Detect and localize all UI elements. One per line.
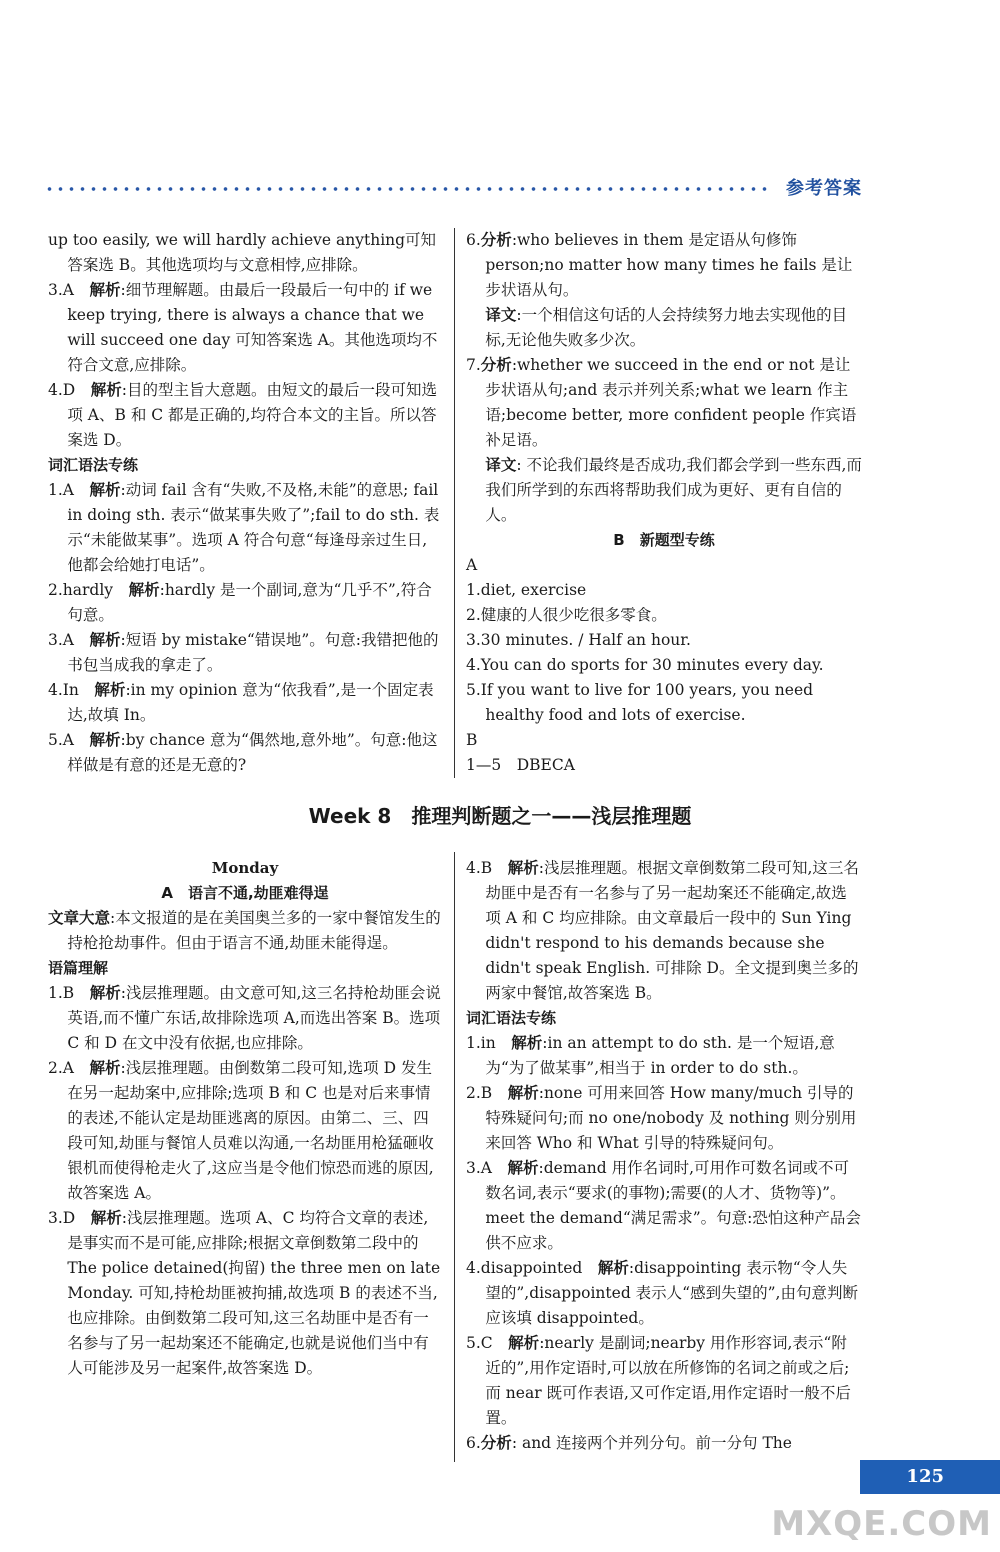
item-text: 健康的人很少吃很多零食。 — [480, 606, 667, 624]
day-heading: Monday — [211, 859, 279, 877]
dotted-rule — [44, 186, 772, 192]
item-text: :hardly 是一个副词,意为“几乎不”,符合句意。 — [67, 581, 432, 624]
item-number: 6. — [466, 1434, 481, 1452]
item-number: 4.D — [48, 381, 76, 399]
answer-item — [466, 1031, 862, 1081]
item-label: 解析 — [89, 631, 121, 649]
item-label: 解析 — [90, 381, 122, 399]
answer-line: A — [466, 556, 478, 574]
item-text: 30 minutes. / Half an hour. — [480, 631, 691, 649]
answer-item — [466, 353, 862, 453]
answer-item — [48, 278, 442, 378]
header-title: 参考答案 — [786, 178, 862, 199]
answer-item — [48, 378, 442, 453]
answer-item — [48, 678, 442, 728]
item-label: 解析 — [128, 581, 160, 599]
item-label: 解析 — [597, 1259, 629, 1277]
answer-item — [48, 578, 442, 628]
item-label: 解析 — [508, 1334, 540, 1352]
item-number: 4. — [466, 656, 481, 674]
answer-item — [48, 1206, 442, 1381]
answer-line: B — [466, 731, 478, 749]
item-label: 解析 — [94, 681, 126, 699]
item-text: :none 可用来回答 How many/much 引导的特殊疑问句;而 no one/nobody 及 nothing 则分别用来回答 Who 和 What 引导的特殊疑问句。 — [485, 1084, 857, 1152]
item-text: :目的型主旨大意题。由短文的最后一段可知选项 A、B 和 C 都是正确的,均符合本文的主旨。所以答案选 D。 — [67, 381, 437, 449]
item-text: :disappointing 表示物“令人失望的”,disappointed 表示人“感到失望的”,由句意判断应该填 disappointed。 — [485, 1259, 858, 1327]
answer-item — [466, 678, 862, 728]
item-number: 5.C — [466, 1334, 493, 1352]
subsection-heading: A 语言不通,劫匪难得逞 — [161, 884, 329, 902]
item-text: up too easily, we will hardly achieve anything可知答案选 B。其他选项均与文意相悖,应排除。 — [48, 231, 437, 274]
item-label: 解析 — [89, 984, 121, 1002]
item-number: 5. — [466, 681, 481, 699]
answer-item — [466, 578, 862, 603]
answer-item — [466, 856, 862, 1006]
item-label: 分析 — [480, 356, 512, 374]
answer-line: 1—5 DBECA — [466, 756, 575, 774]
item-label: 解析 — [89, 281, 121, 299]
item-number: 1.in — [466, 1034, 496, 1052]
item-text: :by chance 意为“偶然地,意外地”。句意:他这样做是有意的还是无意的? — [67, 731, 438, 774]
item-label: 解析 — [507, 1084, 539, 1102]
answer-item — [466, 453, 862, 528]
item-label: 分析 — [480, 231, 512, 249]
item-number: 2.B — [466, 1084, 493, 1102]
answer-item — [466, 228, 862, 303]
item-text: You can do sports for 30 minutes every day. — [480, 656, 824, 674]
answer-item — [48, 628, 442, 678]
subsection-heading: B 新题型专练 — [613, 531, 715, 549]
watermark: MXQE.COM — [771, 1504, 992, 1544]
item-label: 文章大意 — [48, 909, 111, 927]
answer-item — [48, 728, 442, 778]
answer-item — [466, 1256, 862, 1331]
item-text: :in my opinion 意为“依我看”,是一个固定表达,故填 In。 — [67, 681, 434, 724]
item-label: 分析 — [480, 1434, 512, 1452]
item-number: 3.A — [48, 281, 74, 299]
item-number: 1.B — [48, 984, 75, 1002]
item-text: :细节理解题。由最后一段最后一句中的 if we keep trying, there is always a chance that we will succeed one day 可知答案选 A。其他选项均不符合文意,应排除。 — [67, 281, 438, 374]
item-text: :who believes in them 是定语从句修饰 person;no matter how many times he fails 是让步状语从句。 — [485, 231, 853, 299]
item-text: :demand 用作名词时,可用作可数名词或不可数名词,表示“要求(的事物);需要(的人才、货物等)”。meet the demand“满足需求”。句意:恐怕这种产品会供不应求。 — [485, 1159, 861, 1252]
item-label: 解析 — [89, 731, 121, 749]
item-text: :短语 by mistake“错误地”。句意:我错把他的书包当成我的拿走了。 — [67, 631, 439, 674]
item-number: 2.A — [48, 1059, 74, 1077]
answer-item — [466, 653, 862, 678]
item-number: 3.A — [466, 1159, 492, 1177]
item-number: 4.B — [466, 859, 493, 877]
top-left-column — [48, 228, 442, 778]
item-label: 解析 — [89, 1059, 121, 1077]
section-heading: 词汇语法专练 — [466, 1009, 557, 1027]
item-number: 2. — [466, 606, 481, 624]
answer-item — [48, 478, 442, 578]
answer-item — [466, 628, 862, 653]
item-text: :动词 fail 含有“失败,不及格,未能”的意思; fail in doing sth. 表示“做某事失败了”;fail to do sth. 表示“未能做某事”。选项 A 符合句意“每逢母亲过生日,他都会给她打电话”。 — [67, 481, 440, 574]
answer-item — [466, 1081, 862, 1156]
item-label: 解析 — [507, 1159, 539, 1177]
item-number: 4.disappointed — [466, 1259, 583, 1277]
item-text: :本文报道的是在美国奥兰多的一家中餐馆发生的持枪抢劫事件。但由于语言不通,劫匪未能得逞。 — [67, 909, 441, 952]
item-text: :in an attempt to do sth. 是一个短语,意为“为了做某事”,相当于 in order to do sth.。 — [485, 1034, 835, 1077]
bottom-left-column — [48, 856, 442, 1381]
item-number: 3.A — [48, 631, 74, 649]
item-text: If you want to live for 100 years, you need healthy food and lots of exercise. — [480, 681, 814, 724]
top-right-column — [466, 228, 862, 778]
item-text: : and 连接两个并列分句。前一分句 The — [511, 1434, 792, 1452]
item-number: 1.A — [48, 481, 74, 499]
item-number: 3.D — [48, 1209, 76, 1227]
answer-item — [48, 1056, 442, 1206]
item-text: :whether we succeed in the end or not 是让步状语从句;and 表示并列关系;what we learn 作主语;become better, more confident people 作宾语补足语。 — [485, 356, 857, 449]
column-divider — [454, 228, 455, 778]
section-heading: 词汇语法专练 — [48, 456, 139, 474]
item-number: 7. — [466, 356, 481, 374]
item-number: 4.In — [48, 681, 79, 699]
item-text: :浅层推理题。由文意可知,这三名持枪劫匪会说英语,而不懂广东话,故排除选项 A,而选出答案 B。选项 C 和 D 在文中没有依据,也应排除。 — [67, 984, 441, 1052]
item-text: :浅层推理题。选项 A、C 均符合文章的表述,是事实而不是可能,应排除;根据文章倒数第二段中的 The police detained(拘留) the three men on late Monday. 可知,持枪劫匪被拘捕,故选项 B 的表述不当,也应排除。由倒数第二段可知,这三名劫匪中是否有一名参与了另一起劫案还不能确定,也就是说他们当中有人可能涉及另一起案件,故答案选 D。 — [67, 1209, 441, 1377]
answer-item — [466, 1331, 862, 1431]
item-number: 1. — [466, 581, 481, 599]
item-number: 6. — [466, 231, 481, 249]
item-text: :nearly 是副词;nearby 用作形容词,表示“附近的”,用作定语时,可以放在所修饰的名词之前或之后;而 near 既可作表语,又可作定语,用作定语时一般不后置。 — [485, 1334, 851, 1427]
bottom-right-column — [466, 856, 862, 1456]
item-text: :浅层推理题。由倒数第二段可知,选项 D 发生在另一起劫案中,应排除;选项 B 和 C 也是对后来事情的表述,不能认定是劫匪逃离的原因。由第二、三、四段可知,劫匪与餐馆人员难以沟通,一名劫匪用枪猛砸收银机而使得枪走火了,这应当是令他们惊恐而逃的原因,故答案选 A。 — [67, 1059, 434, 1202]
item-text: diet, exercise — [480, 581, 587, 599]
week-title: Week 8 推理判断题之一——浅层推理题 — [308, 804, 692, 828]
item-label: 解析 — [89, 481, 121, 499]
answer-item — [48, 228, 442, 278]
answer-item — [466, 603, 862, 628]
item-number: 5.A — [48, 731, 74, 749]
section-heading: 语篇理解 — [48, 959, 109, 977]
page-number: 125 — [906, 1466, 944, 1487]
item-label: 译文 — [485, 456, 517, 474]
column-divider — [454, 852, 455, 1462]
item-label: 译文 — [485, 306, 517, 324]
item-label: 解析 — [90, 1209, 122, 1227]
answer-item — [466, 1156, 862, 1256]
item-text: :浅层推理题。根据文章倒数第二段可知,这三名劫匪中是否有一名参与了另一起劫案还不能确定,故选项 A 和 C 均应排除。由文章最后一段中的 Sun Ying didn't respond to his demands because she didn't speak English. 可排除 D。全文提到奥兰多的两家中餐馆,故答案选 B。 — [485, 859, 859, 1002]
item-text: :一个相信这句话的人会持续努力地去实现他的目标,无论他失败多少次。 — [485, 306, 848, 349]
item-label: 解析 — [507, 859, 539, 877]
item-text: : 不论我们最终是否成功,我们都会学到一些东西,而我们所学到的东西将帮助我们成为更好、更有自信的人。 — [485, 456, 862, 524]
answer-item — [48, 981, 442, 1056]
answer-item — [48, 906, 442, 956]
item-number: 2.hardly — [48, 581, 114, 599]
answer-item — [466, 303, 862, 353]
item-label: 解析 — [511, 1034, 543, 1052]
item-number: 3. — [466, 631, 481, 649]
answer-item — [466, 1431, 862, 1456]
page-header — [44, 172, 862, 208]
